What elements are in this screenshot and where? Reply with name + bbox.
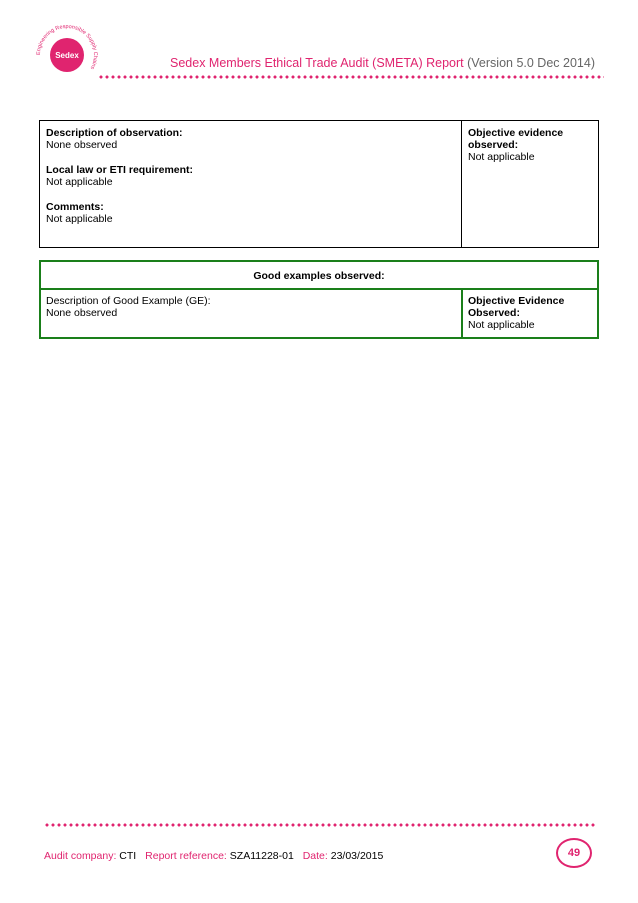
logo-text: Sedex <box>55 51 79 60</box>
footer-info <box>44 850 389 862</box>
law-label: Local law or ETI requirement: <box>46 164 194 176</box>
evidence-value: Not applicable <box>468 151 535 163</box>
ge-evidence-value: Not applicable <box>468 319 535 331</box>
date-label: Date: <box>302 850 328 862</box>
header-divider <box>98 75 604 79</box>
good-examples-heading: Good examples observed: <box>41 262 597 290</box>
logo-ring-text: Engineering Responsible Supply Chains <box>35 23 99 71</box>
report-ref-value: SZA11228-01 <box>229 850 294 862</box>
observation-details-cell <box>40 121 462 247</box>
report-title <box>170 56 595 70</box>
ge-evidence-label-line1: Objective Evidence <box>468 295 565 307</box>
observation-evidence-cell <box>462 121 598 247</box>
ge-description-value: None observed <box>46 307 118 319</box>
description-value: None observed <box>46 139 118 151</box>
evidence-label-line2: observed: <box>468 139 519 151</box>
law-value: Not applicable <box>46 176 113 188</box>
comments-label: Comments: <box>46 201 104 213</box>
evidence-label-line1: Objective evidence <box>468 127 564 139</box>
report-title-text: Sedex Members Ethical Trade Audit (SMETA) Report <box>170 56 464 70</box>
observation-table <box>39 120 599 248</box>
ge-evidence-label-line2: Observed: <box>468 307 520 319</box>
description-label: Description of observation: <box>46 127 183 139</box>
ge-description-label: Description of Good Example (GE): <box>46 295 211 307</box>
audit-company-value: CTI <box>119 850 137 862</box>
good-example-description-cell <box>41 290 463 337</box>
good-examples-row <box>41 290 597 337</box>
report-version: (Version 5.0 Dec 2014) <box>467 56 595 70</box>
good-example-evidence-cell <box>463 290 597 337</box>
report-ref-label: Report reference: <box>145 850 227 862</box>
date-value: 23/03/2015 <box>330 850 384 862</box>
sedex-logo <box>34 22 100 88</box>
comments-value: Not applicable <box>46 213 113 225</box>
page-number-badge: 49 <box>556 838 592 868</box>
audit-company-label: Audit company: <box>44 850 117 862</box>
good-examples-table <box>39 260 599 339</box>
footer-divider <box>44 823 596 827</box>
